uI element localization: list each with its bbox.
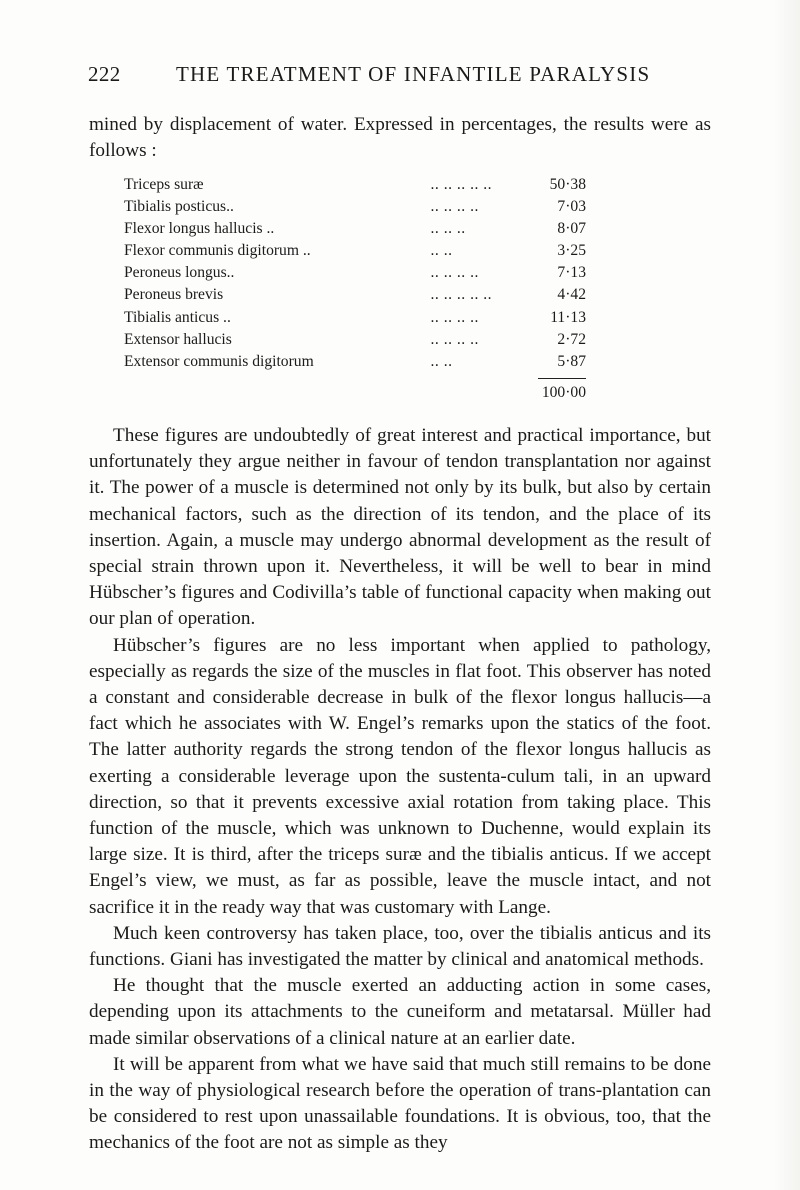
muscle-name: Tibialis anticus .. <box>124 308 231 326</box>
muscle-name: Flexor longus hallucis .. <box>124 220 275 238</box>
muscle-name: Extensor communis digitorum <box>124 352 314 370</box>
paragraph: These figures are undoubtedly of great interest and practical importance, but unfortunately they argue neither in favour of tendon transplantation nor against it. The power of a muscle is determined not only by its bulk, but also by certain mechanical factors, such as the direction of its tendon, and the place of its insertion. Again, a muscle may undergo abnormal development as the result of special strain thrown upon it. Nevertheless, it will be well to bear in mind Hübscher’s figures and Codivilla’s table of functional capacity when making out our plan of operation. <box>89 425 711 630</box>
muscle-percentage: 7·03 <box>557 198 586 216</box>
table-row <box>124 262 586 284</box>
muscle-percentage: 11·13 <box>550 308 586 326</box>
table-row <box>124 329 586 351</box>
paragraph: It will be apparent from what we have said that much still remains to be done in the way of physiological research before the operation of trans-plantation can be considered to rest upon unassailable foundations. It is obvious, too, that the mechanics of the foot are not as simple as they <box>89 1053 711 1154</box>
table-total: 100·00 <box>541 384 586 401</box>
muscle-percentage: 8·07 <box>557 220 586 238</box>
paragraph: He thought that the muscle exerted an adducting action in some cases, depending upon its attachments to the cuneiform and metatarsal. Müller had made similar observations of a clinical nature at an earlier date. <box>89 975 711 1049</box>
muscle-name: Peroneus longus.. <box>124 264 235 282</box>
dot-leader: .. .. <box>430 352 453 370</box>
dot-leader: .. .. .. .. .. <box>430 176 493 193</box>
page-number: 222 <box>88 62 121 86</box>
muscle-name: Peroneus brevis <box>124 286 224 304</box>
muscle-name: Triceps suræ <box>124 176 204 193</box>
muscle-percentage: 4·42 <box>557 286 586 304</box>
muscle-name: Tibialis posticus.. <box>124 198 234 216</box>
dot-leader: .. .. .. <box>430 220 466 238</box>
dot-leader: .. .. .. .. <box>430 330 479 348</box>
running-title: THE TREATMENT OF INFANTILE PARALYSIS <box>176 62 651 86</box>
paragraph: Hübscher’s figures are no less important when applied to pathology, especially as regards the size of the muscles in flat foot. This observer has noted a constant and considerable decrease in bulk of the flexor longus hallucis—a fact which he associates with W. Engel’s remarks upon the statics of the foot. The latter authority regards the strong tendon of the flexor longus hallucis as exerting a considerable leverage upon the sustenta-culum tali, in an upward direction, so that it prevents excessive axial rotation from taking place. This function of the muscle, which was unknown to Duchenne, would explain its large size. It is third, after the triceps suræ and the tibialis anticus. If we accept Engel’s view, we must, as far as possible, leave the muscle intact, and not sacrifice it in the ready way that was customary with Lange. <box>89 634 711 918</box>
intro-paragraph: mined by displacement of water. Expressed in percentages, the results were as follows : <box>89 114 711 162</box>
intro-paragraph-block <box>89 112 711 164</box>
table-row <box>124 218 586 240</box>
table-row <box>124 307 586 329</box>
page-edge-shadow <box>774 0 800 1190</box>
dot-leader: .. .. .. .. .. <box>430 286 493 304</box>
body-text <box>89 423 711 1157</box>
muscle-percentage: 2·72 <box>557 330 586 348</box>
table-row <box>124 196 586 218</box>
table-row <box>124 284 586 306</box>
muscle-percentage: 50·38 <box>549 176 586 193</box>
table-row <box>124 174 586 196</box>
muscle-percentage-table <box>124 174 586 373</box>
muscle-percentage: 3·25 <box>557 242 586 260</box>
running-head <box>88 62 728 90</box>
dot-leader: .. .. .. .. <box>430 308 479 326</box>
paragraph: Much keen controversy has taken place, too, over the tibialis anticus and its functions. Giani has investigated the matter by clinical and anatomical methods. <box>89 922 711 971</box>
muscle-percentage: 7·13 <box>557 264 586 282</box>
table-row <box>124 240 586 262</box>
muscle-percentage: 5·87 <box>557 352 586 370</box>
dot-leader: .. .. .. .. <box>430 264 479 282</box>
dot-leader: .. .. <box>430 242 453 260</box>
total-rule <box>538 378 586 379</box>
muscle-name: Flexor communis digitorum .. <box>124 242 311 260</box>
dot-leader: .. .. .. .. <box>430 198 479 216</box>
muscle-name: Extensor hallucis <box>124 330 232 348</box>
table-row <box>124 351 586 373</box>
